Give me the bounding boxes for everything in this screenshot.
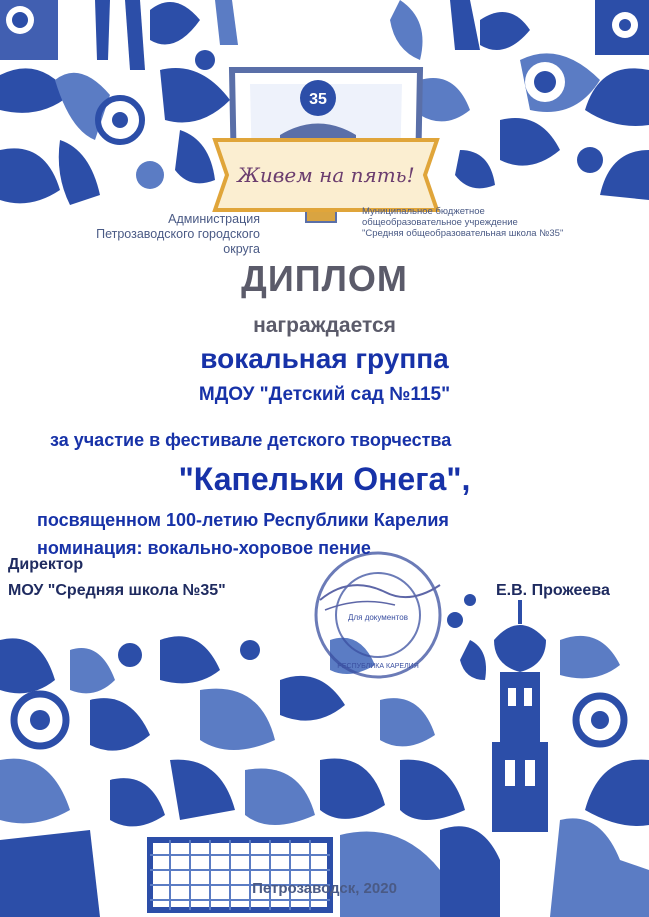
emblem-slogan: Живем на пять! xyxy=(237,163,415,187)
stamp-ring-text: РЕСПУБЛИКА КАРЕЛИЯ xyxy=(337,663,419,670)
school-line-1: Муниципальное бюджетное xyxy=(362,206,485,217)
festival-name: "Капельки Онега", xyxy=(178,461,471,497)
participation-line: за участие в фестивале детского творчества xyxy=(50,430,452,450)
school-block xyxy=(362,206,612,239)
school-line-2: общеобразовательное учреждение xyxy=(362,217,518,228)
recipient-name: вокальная группа xyxy=(200,343,449,374)
diploma-title: ДИПЛОМ xyxy=(241,258,408,299)
director-title: Директор xyxy=(8,556,84,573)
emblem-number: 35 xyxy=(309,91,327,108)
stamp-center-text: Для документов xyxy=(348,613,408,622)
admin-line-1: Администрация xyxy=(168,212,260,226)
administration-block xyxy=(60,212,260,257)
nomination-line: номинация: вокально-хоровое пение xyxy=(37,538,371,558)
school-line-3: "Средняя общеобразовательная школа №35" xyxy=(362,228,564,239)
director-name: Е.В. Прожеева xyxy=(496,582,610,599)
city-year: Петрозаводск, 2020 xyxy=(252,880,397,897)
dedication-line: посвященном 100-летию Республики Карелия xyxy=(37,510,449,530)
recipient-organization: МДОУ "Детский сад №115" xyxy=(198,384,451,405)
director-organization: МОУ "Средняя школа №35" xyxy=(8,582,226,599)
admin-line-2: Петрозаводского городского округа xyxy=(96,227,260,256)
awarded-label: награждается xyxy=(253,314,396,337)
